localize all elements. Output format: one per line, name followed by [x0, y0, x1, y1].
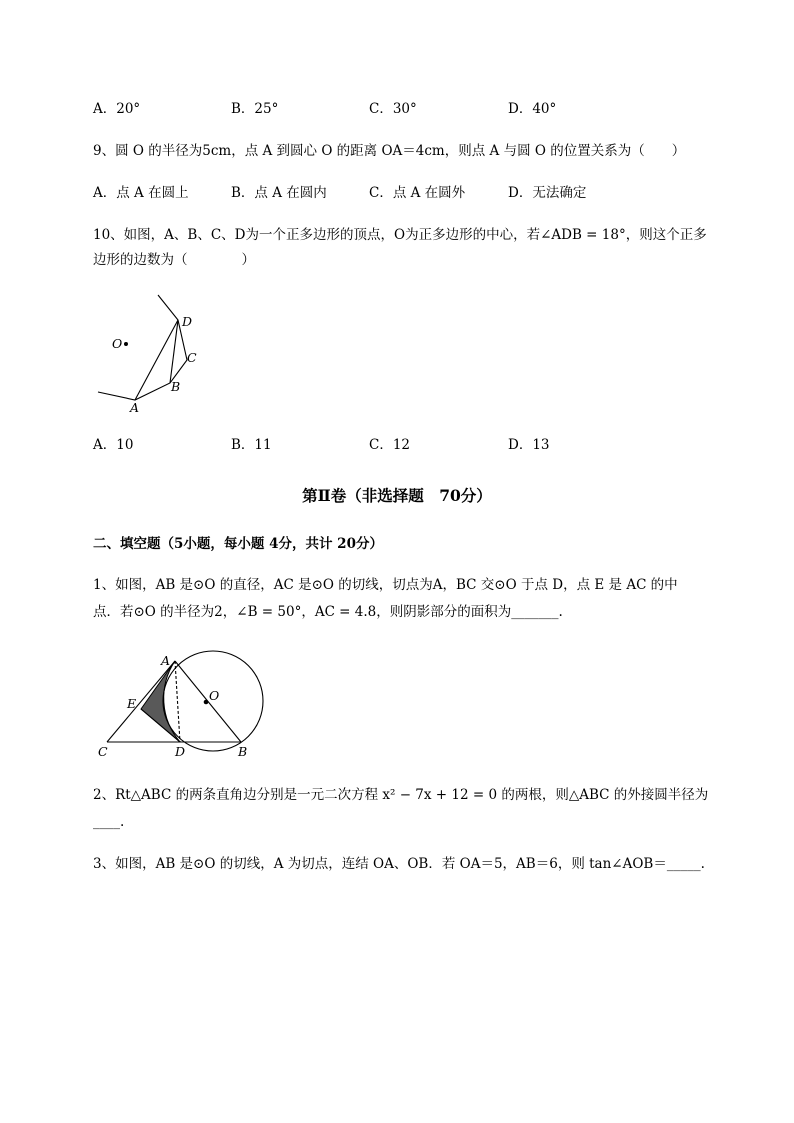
center-point-o — [204, 700, 209, 705]
q10-option-c: C．12 — [369, 437, 411, 453]
q10-option-d: D．13 — [508, 437, 550, 453]
label-d: D — [182, 314, 193, 329]
q9-option-b: B．点 A 在圆内 — [231, 185, 327, 201]
fill3-line1: 3、如图，AB 是⊙O 的切线，A 为切点，连结 OA、OB．若 OA＝5，AB＝6，则 tan∠AOB＝_____. — [93, 856, 705, 872]
q8-option-b: B．25° — [231, 101, 279, 117]
fill1-circle-figure — [95, 645, 275, 760]
q10-option-a: A．10 — [93, 437, 134, 453]
label-d: D — [175, 744, 186, 759]
shaded-region — [141, 661, 180, 742]
q9-stem: 9、圆 O 的半径为5cm，点 A 到圆心 O 的距离 OA＝4cm，则点 A 与圆 O 的位置关系为（ ） — [93, 143, 686, 159]
q9-option-a: A．点 A 在圆上 — [93, 185, 189, 201]
q8-option-d: D．40° — [508, 101, 557, 117]
fill2-line1: 2、Rt△ABC 的两条直角边分别是一元二次方程 x² − 7x + 12 = 0 的两根，则△ABC 的外接圆半径为 — [93, 787, 709, 803]
center-point-o — [124, 342, 128, 346]
label-o: O — [209, 688, 220, 703]
part2-heading: 二、填空题（5小题，每小题 4分，共计 20分） — [93, 536, 383, 552]
q9-option-d: D．无法确定 — [508, 185, 587, 201]
fill2-line2: ____. — [93, 814, 125, 830]
label-a: A — [161, 653, 171, 668]
section-title: 第Ⅱ卷（非选择题 70分） — [302, 486, 492, 505]
label-b: B — [171, 379, 181, 394]
label-b: B — [238, 744, 248, 759]
q8-option-c: C．30° — [369, 101, 417, 117]
segment-ad-dashed — [175, 661, 180, 742]
label-e: E — [127, 696, 137, 711]
fill1-line1: 1、如图，AB 是⊙O 的直径，AC 是⊙O 的切线，切点为A，BC 交⊙O 于点 D，点 E 是 AC 的中 — [93, 577, 678, 593]
q10-option-b: B．11 — [231, 437, 272, 453]
label-a: A — [130, 400, 140, 415]
q10-polygon-figure — [90, 290, 220, 420]
label-c: C — [187, 350, 197, 365]
label-o: O — [112, 336, 123, 351]
label-c: C — [98, 744, 108, 759]
fill1-line2: 点．若⊙O 的半径为2，∠B = 50°，AC = 4.8，则阴影部分的面积为_______. — [93, 604, 563, 620]
q9-option-c: C．点 A 在圆外 — [369, 185, 466, 201]
q10-stem-line2: 边形的边数为（ ） — [93, 252, 255, 268]
q8-option-a: A．20° — [93, 101, 141, 117]
q10-stem-line1: 10、如图，A、B、C、D为一个正多边形的顶点，O为正多边形的中心，若∠ADB = 18°，则这个正多 — [93, 227, 707, 243]
